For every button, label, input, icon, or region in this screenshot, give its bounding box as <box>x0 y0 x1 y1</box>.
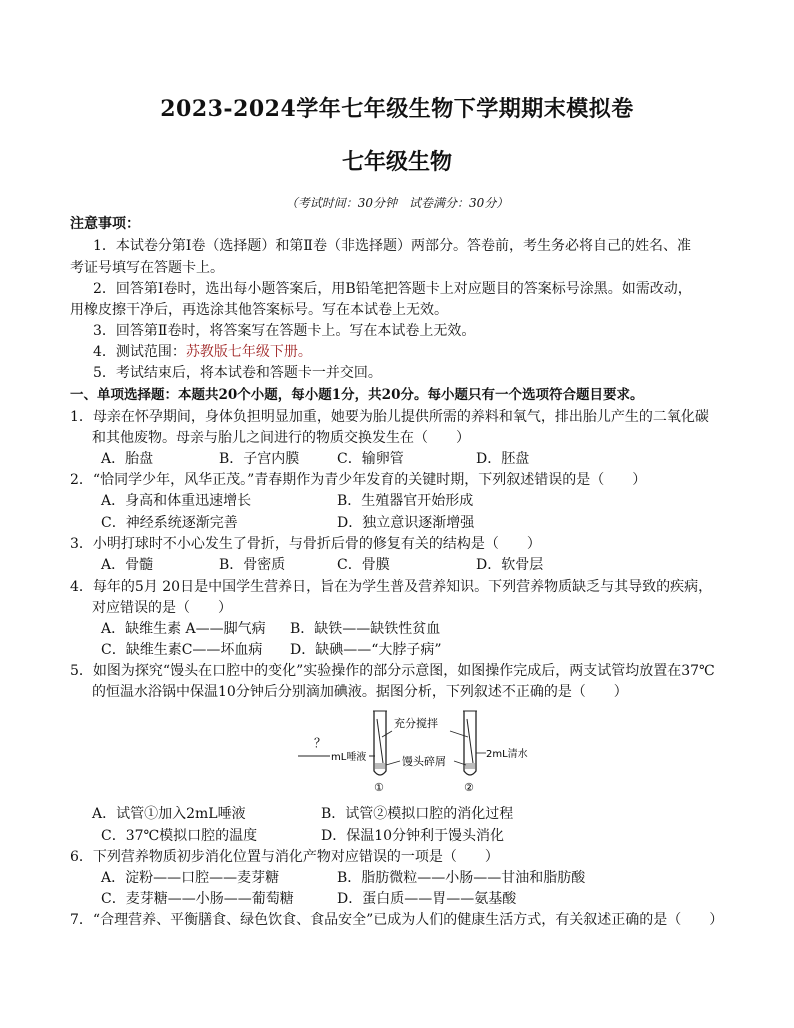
test-tube-1 <box>373 711 387 775</box>
figure-question-mark: ？ <box>314 736 327 750</box>
q2-option-d: D．独立意识逐渐增强 <box>337 515 475 531</box>
q4-option-c: C．缺维生素C——坏血病 <box>101 642 263 658</box>
notice-heading: 注意事项： <box>70 216 140 232</box>
q2-option-a: A．身高和体重迅速增长 <box>101 493 252 509</box>
q5-option-a: A．试管①加入2mL唾液 <box>92 806 246 822</box>
notice-item-2: 2．回答第Ⅰ卷时，选出每小题答案后，用B铅笔把答题卡上对应题目的答案标号涂黑。如需改动， <box>93 281 692 297</box>
q5-option-c: C．37℃模拟口腔的温度 <box>101 828 258 844</box>
q4-stem: 4．每年的5月 20日是中国学生营养日，旨在为学生普及营养知识。下列营养物质缺乏与其导致的疾病， <box>70 579 713 595</box>
exam-info: （考试时间：30分钟 试卷满分：30分） <box>285 196 509 210</box>
q2-option-c: C．神经系统逐渐完善 <box>101 515 238 531</box>
q1-option-b: B．子宫内膜 <box>219 451 300 467</box>
test-range: 苏教版七年级下册。 <box>185 344 312 360</box>
q6-stem: 6．下列营养物质初步消化位置与消化产物对应错误的一项是（ ） <box>70 849 499 865</box>
q2-option-b: B．生殖器官开始形成 <box>337 493 474 509</box>
figure-water-label: 2mL清水 <box>486 749 528 760</box>
q5-stem: 5．如图为探究“馒头在口腔中的变化”实验操作的部分示意图，如图操作完成后，两支试管均放置在37℃ <box>70 663 715 679</box>
q6-option-a: A．淀粉——口腔——麦芽糖 <box>101 870 280 886</box>
q5-option-b: B．试管②模拟口腔的消化过程 <box>321 806 514 822</box>
q3-option-c: C．骨膜 <box>337 557 390 573</box>
test-tube-figure <box>290 707 540 797</box>
figure-crumbs-label: 馒头碎屑 <box>402 755 446 768</box>
q4-option-a: A．缺维生素 A——脚气病 <box>101 621 266 637</box>
q1-stem: 1．母亲在怀孕期间，身体负担明显加重，她要为胎儿提供所需的养料和氧气，排出胎儿产生的二氧化碳 <box>70 409 709 425</box>
q4-option-d: D．缺碘——“大脖子病” <box>290 642 442 658</box>
test-tube-2 <box>463 711 477 775</box>
q3-option-a: A．骨髓 <box>101 557 154 573</box>
notice-item-5: 5．考试结束后，将本试卷和答题卡一并交回。 <box>93 365 382 381</box>
notice-item-2-cont: 用橡皮擦干净后，再选涂其他答案标号。写在本试卷上无效。 <box>70 302 448 318</box>
q1-stem-cont: 和其他废物。母亲与胎儿之间进行的物质交换发生在（ ） <box>92 430 470 446</box>
q1-option-a: A．胎盘 <box>101 451 154 467</box>
q1-option-c: C．输卵管 <box>337 451 404 467</box>
q6-option-b: B．脂肪微粒——小肠——甘油和脂肪酸 <box>337 870 586 886</box>
figure-saliva-label: mL唾液 <box>331 752 367 763</box>
q5-stem-cont: 的恒温水浴锅中保温10分钟后分别滴加碘液。据图分析，下列叙述不正确的是（ ） <box>92 684 628 700</box>
notice-item-4 <box>93 342 312 362</box>
figure-stir-label: 充分搅拌 <box>394 717 438 730</box>
q5-option-d: D．保温10分钟利于馒头消化 <box>321 828 505 844</box>
q3-option-d: D．软骨层 <box>476 557 544 573</box>
notice-item-1-cont: 考证号填写在答题卡上。 <box>70 260 224 276</box>
q6-option-c: C．麦芽糖——小肠——葡萄糖 <box>101 891 294 907</box>
figure-tube-2-label: ② <box>464 781 474 794</box>
notice-item-3: 3．回答第Ⅱ卷时，将答案写在答题卡上。写在本试卷上无效。 <box>93 323 476 339</box>
page-subtitle: 七年级生物 <box>341 149 452 175</box>
figure-tube-1-label: ① <box>374 781 384 794</box>
q4-option-b: B．缺铁——缺铁性贫血 <box>290 621 441 637</box>
q3-stem: 3．小明打球时不小心发生了骨折，与骨折后骨的修复有关的结构是（ ） <box>70 536 541 552</box>
section-heading: 一、单项选择题：本题共20个小题，每小题1分，共20分。每小题只有一个选项符合题目要求。 <box>70 387 644 403</box>
notice-item-1: 1．本试卷分第Ⅰ卷（选择题）和第Ⅱ卷（非选择题）两部分。答卷前，考生务必将自己的姓名、准 <box>93 238 691 254</box>
page-title: 2023-2024学年七年级生物下学期期末模拟卷 <box>160 96 634 122</box>
notice-item-4-prefix: 4．测试范围： <box>93 344 186 360</box>
q6-option-d: D．蛋白质——胃——氨基酸 <box>337 891 517 907</box>
q7-stem: 7．“合理营养、平衡膳食、绿色饮食、食品安全”已成为人们的健康生活方式，有关叙述正确的是（ ） <box>70 912 724 928</box>
q2-stem: 2．“恰同学少年，风华正茂。”青春期作为青少年发育的关键时期，下列叙述错误的是（ ） <box>70 472 647 488</box>
q3-option-b: B．骨密质 <box>219 557 286 573</box>
q4-stem-cont: 对应错误的是（ ） <box>92 600 232 616</box>
q1-option-d: D．胚盘 <box>476 451 530 467</box>
